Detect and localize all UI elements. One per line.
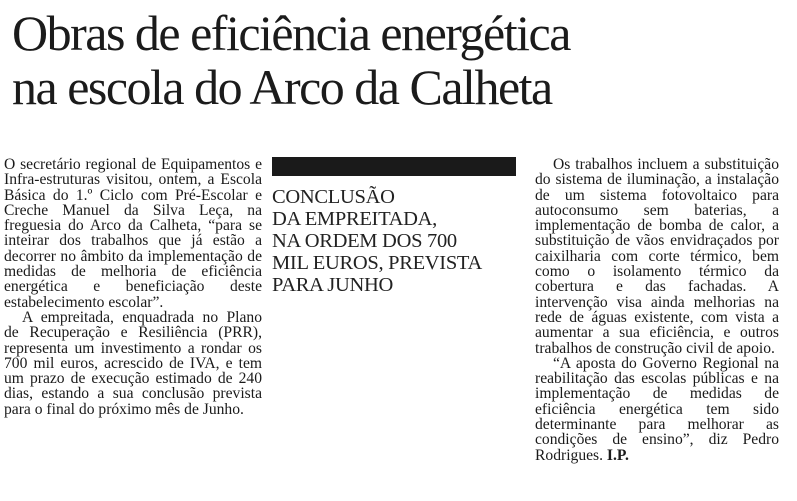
pull-quote-line: NA ORDEM DOS 700 [272, 230, 457, 252]
article-column-1 [4, 157, 262, 417]
pull-quote-bar [272, 157, 516, 176]
paragraph-quote [535, 356, 779, 463]
headline-line-1: Obras de eficiência energética [12, 5, 570, 61]
pull-quote [272, 157, 516, 296]
paragraph-works: Os trabalhos incluem a substituição do sistema de iluminação, a instalação de um sistema fotovoltaico para autoconsumo sem baterias, a implementação de bomba de calor, a substituição de vãos envidraçados por caixilharia com corte térmico, bem como o isolamento térmico da cobertura e das fachadas. A intervenção visa ainda melhorias na rede de águas existente, com vista a aumentar a sua eficiência, e outros trabalhos de construção civil de apoio. [535, 156, 779, 357]
pull-quote-line: DA EMPREITADA, [272, 208, 437, 230]
paragraph-intro: O secretário regional de Equipamentos e Infra-estruturas visitou, ontem, a Escola Básica do 1.º Ciclo com Pré-Escolar e Creche Manuel da Silva Leça, na freguesia do Arco da Calheta, “para se inteirar dos trabalhos que já estão a decorrer no âmbito da implementação de medidas de melhoria de eficiência energética e beneficiação deste estabelecimento escolar”. [4, 156, 262, 311]
pull-quote-line: CONCLUSÃO [272, 186, 395, 208]
headline-line-2: na escola do Arco da Calheta [12, 59, 552, 115]
paragraph-investment: A empreitada, enquadrada no Plano de Recuperação e Resiliência (PRR), representa um investimento a rondar os 700 mil euros, acrescido de IVA, e tem um prazo de execução estimado de 240 dias, estando a sua conclusão prevista para o final do próximo mês de Junho. [4, 308, 262, 418]
author-signature: I.P. [606, 446, 629, 464]
quote-text: “A aposta do Governo Regional na reabilitação das escolas públicas e na implementação de medidas de eficiência energética tem sido determinante para melhorar as condições de ensino”, diz Pedro Rodrigues. [535, 354, 779, 464]
pull-quote-line: MIL EUROS, PREVISTA [272, 252, 483, 274]
article-column-3 [535, 157, 779, 463]
pull-quote-line: PARA JUNHO [272, 274, 393, 296]
pull-quote-text [272, 186, 516, 296]
article-headline [12, 6, 792, 114]
